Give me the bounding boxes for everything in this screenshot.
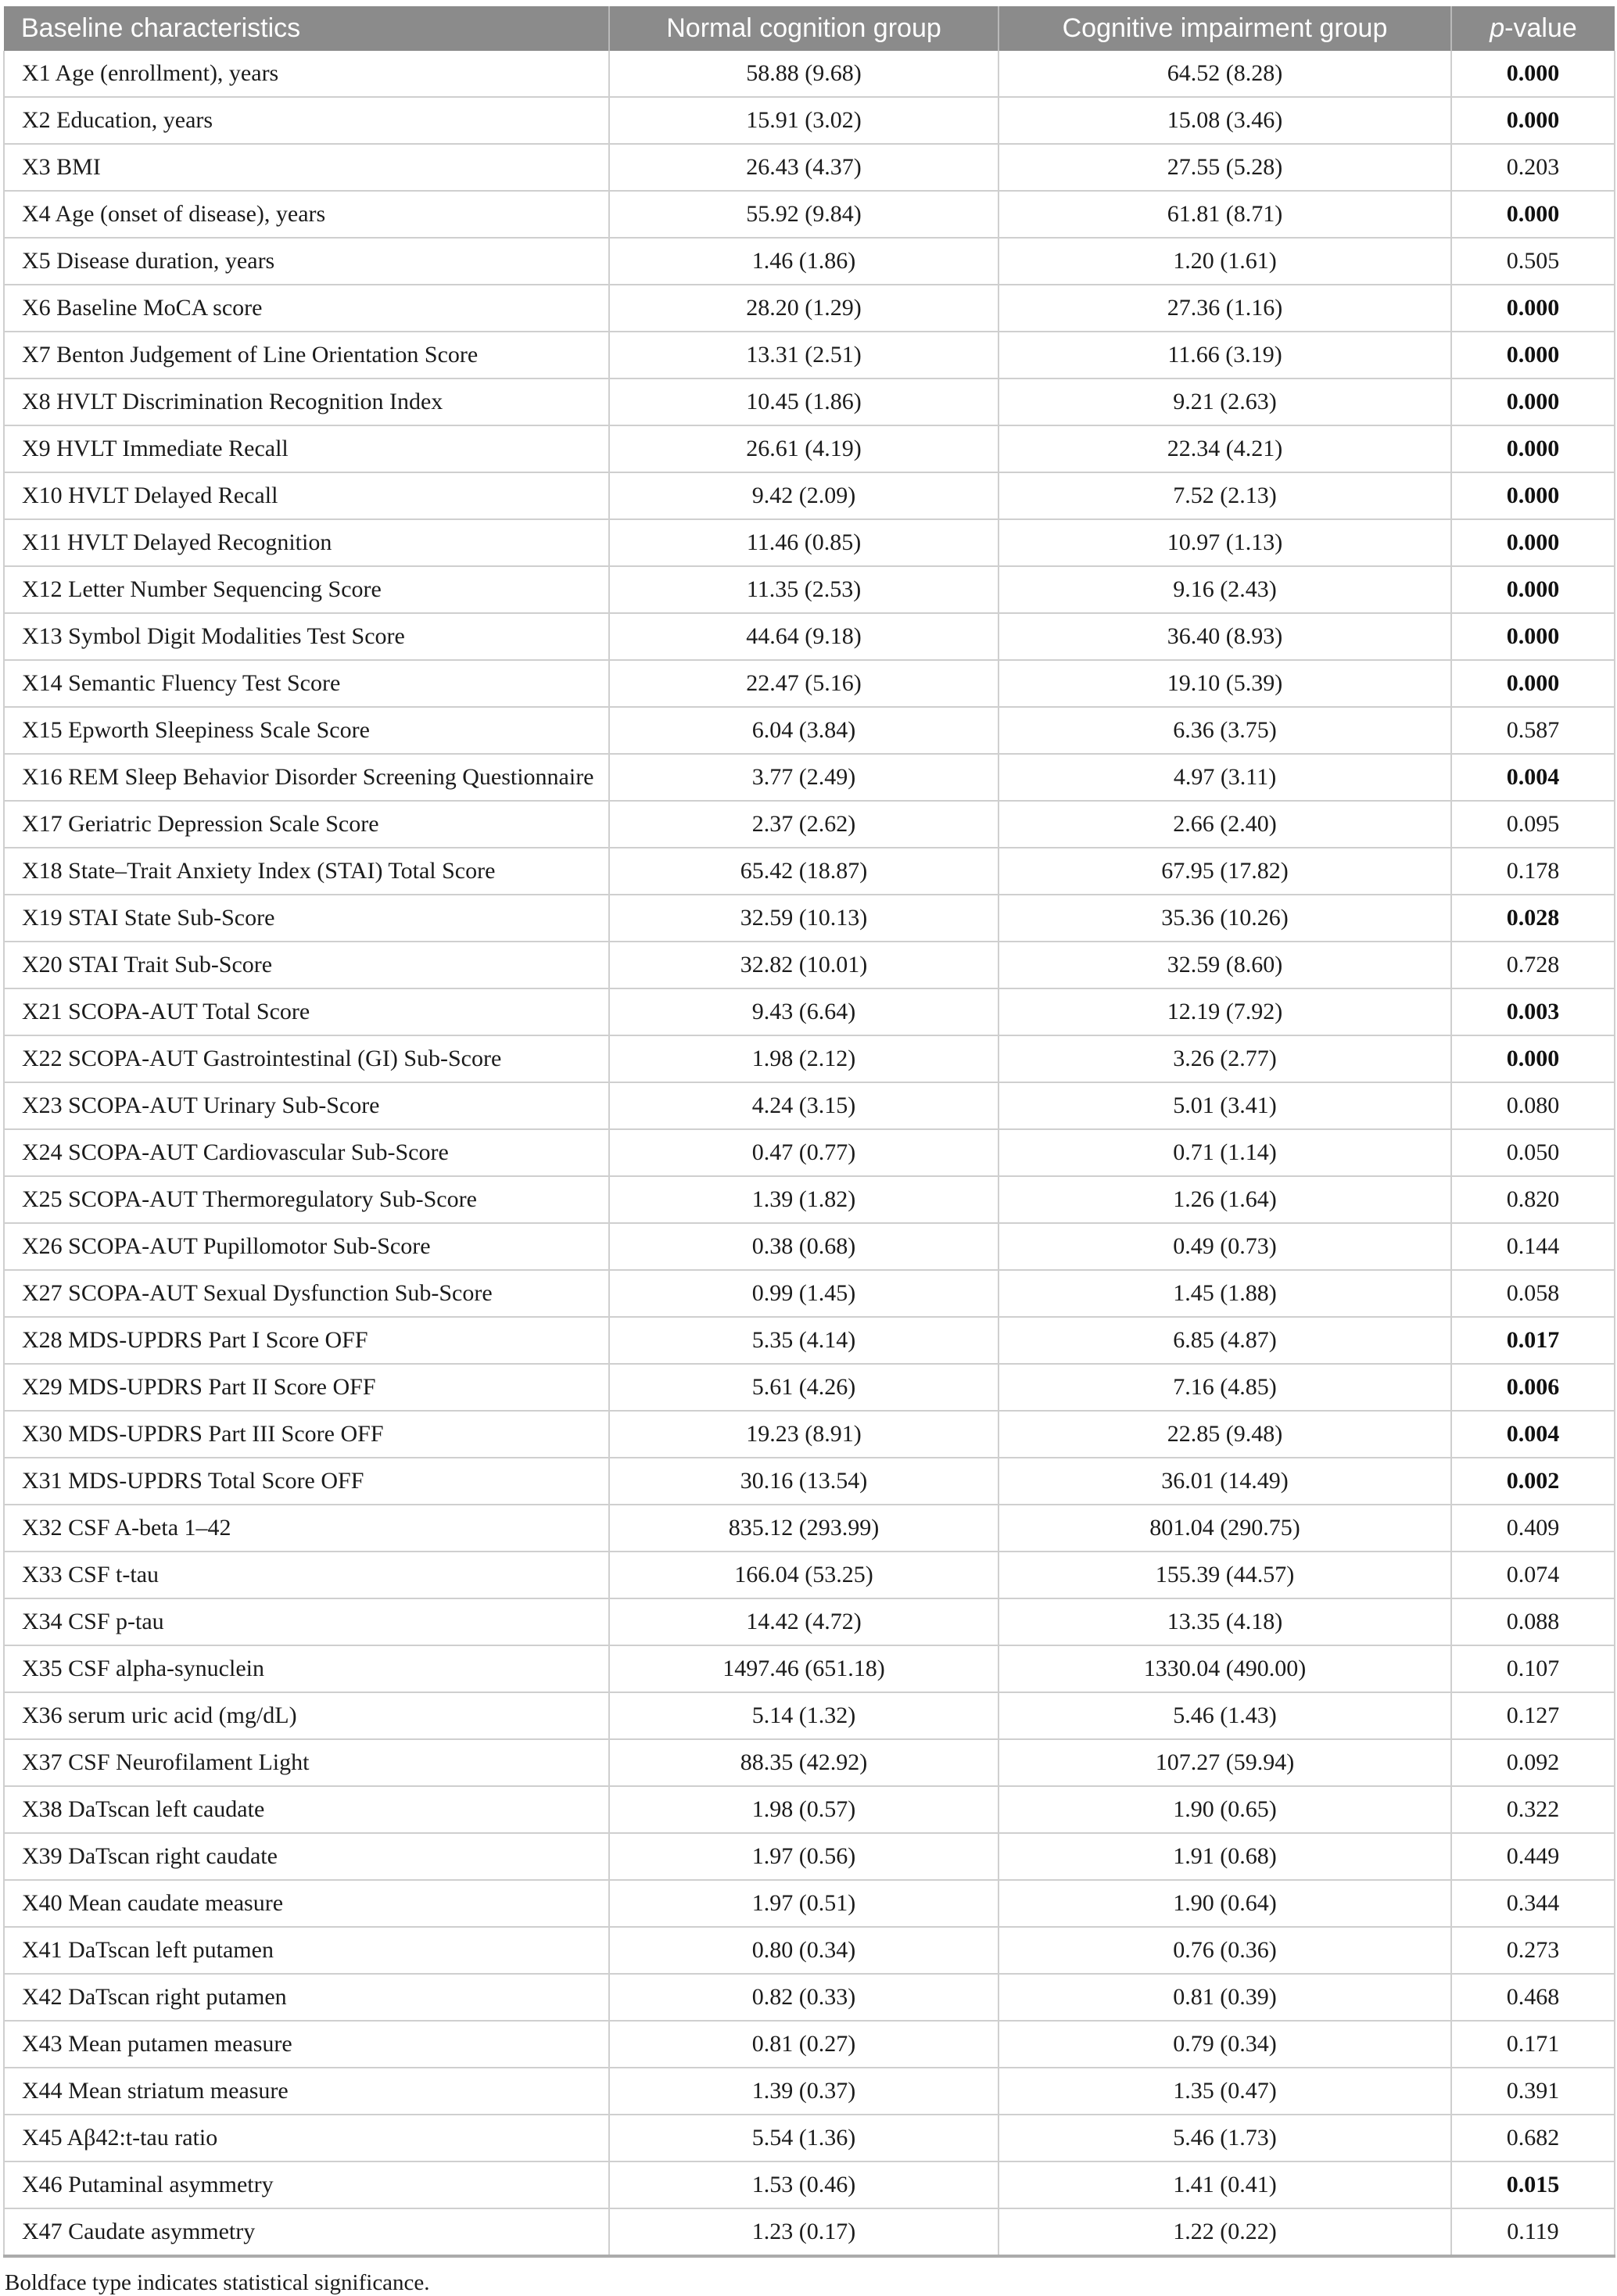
table-header <box>4 6 1615 51</box>
cell-baseline-characteristic: X29 MDS-UPDRS Part II Score OFF <box>4 1364 609 1411</box>
cell-normal-cognition-value: 6.04 (3.84) <box>609 707 999 754</box>
table-row <box>4 97 1615 144</box>
cell-cognitive-impairment-value: 155.39 (44.57) <box>999 1552 1451 1598</box>
table-row <box>4 707 1615 754</box>
cell-p-value: 0.000 <box>1451 191 1615 238</box>
table-row <box>4 895 1615 942</box>
cell-p-value: 0.682 <box>1451 2115 1615 2161</box>
cell-cognitive-impairment-value: 9.21 (2.63) <box>999 378 1451 425</box>
column-header-baseline-characteristics: Baseline characteristics <box>4 6 609 51</box>
cell-baseline-characteristic: X34 CSF p-tau <box>4 1598 609 1645</box>
cell-cognitive-impairment-value: 61.81 (8.71) <box>999 191 1451 238</box>
cell-p-value: 0.203 <box>1451 144 1615 191</box>
cell-baseline-characteristic: X41 DaTscan left putamen <box>4 1927 609 1974</box>
cell-cognitive-impairment-value: 1.26 (1.64) <box>999 1176 1451 1223</box>
cell-normal-cognition-value: 32.82 (10.01) <box>609 942 999 988</box>
cell-p-value: 0.080 <box>1451 1082 1615 1129</box>
cell-cognitive-impairment-value: 0.76 (0.36) <box>999 1927 1451 1974</box>
cell-baseline-characteristic: X2 Education, years <box>4 97 609 144</box>
cell-baseline-characteristic: X35 CSF alpha-synuclein <box>4 1645 609 1692</box>
cell-cognitive-impairment-value: 107.27 (59.94) <box>999 1739 1451 1786</box>
cell-baseline-characteristic: X16 REM Sleep Behavior Disorder Screening Questionnaire <box>4 754 609 801</box>
cell-baseline-characteristic: X45 Aβ42:t-tau ratio <box>4 2115 609 2161</box>
cell-p-value: 0.171 <box>1451 2021 1615 2068</box>
cell-normal-cognition-value: 9.42 (2.09) <box>609 472 999 519</box>
cell-baseline-characteristic: X30 MDS-UPDRS Part III Score OFF <box>4 1411 609 1458</box>
cell-p-value: 0.000 <box>1451 332 1615 378</box>
column-header-p-value <box>1451 6 1615 51</box>
cell-p-value: 0.000 <box>1451 425 1615 472</box>
cell-cognitive-impairment-value: 3.26 (2.77) <box>999 1035 1451 1082</box>
table-row <box>4 1082 1615 1129</box>
cell-p-value: 0.003 <box>1451 988 1615 1035</box>
cell-p-value: 0.820 <box>1451 1176 1615 1223</box>
cell-cognitive-impairment-value: 4.97 (3.11) <box>999 754 1451 801</box>
table-row <box>4 1411 1615 1458</box>
cell-p-value: 0.344 <box>1451 1880 1615 1927</box>
cell-p-value: 0.587 <box>1451 707 1615 754</box>
cell-normal-cognition-value: 58.88 (9.68) <box>609 51 999 97</box>
cell-baseline-characteristic: X21 SCOPA-AUT Total Score <box>4 988 609 1035</box>
cell-baseline-characteristic: X12 Letter Number Sequencing Score <box>4 566 609 613</box>
cell-normal-cognition-value: 0.38 (0.68) <box>609 1223 999 1270</box>
cell-normal-cognition-value: 1.39 (1.82) <box>609 1176 999 1223</box>
cell-baseline-characteristic: X40 Mean caudate measure <box>4 1880 609 1927</box>
cell-normal-cognition-value: 0.81 (0.27) <box>609 2021 999 2068</box>
table-row <box>4 144 1615 191</box>
cell-p-value: 0.119 <box>1451 2208 1615 2256</box>
cell-baseline-characteristic: X4 Age (onset of disease), years <box>4 191 609 238</box>
cell-p-value: 0.058 <box>1451 1270 1615 1317</box>
cell-cognitive-impairment-value: 10.97 (1.13) <box>999 519 1451 566</box>
cell-baseline-characteristic: X20 STAI Trait Sub-Score <box>4 942 609 988</box>
cell-p-value: 0.000 <box>1451 613 1615 660</box>
cell-p-value: 0.409 <box>1451 1505 1615 1552</box>
cell-p-value: 0.000 <box>1451 51 1615 97</box>
cell-baseline-characteristic: X15 Epworth Sleepiness Scale Score <box>4 707 609 754</box>
cell-cognitive-impairment-value: 15.08 (3.46) <box>999 97 1451 144</box>
cell-normal-cognition-value: 0.47 (0.77) <box>609 1129 999 1176</box>
table-row <box>4 942 1615 988</box>
paper-table-figure <box>0 6 1617 2295</box>
cell-normal-cognition-value: 1497.46 (651.18) <box>609 1645 999 1692</box>
cell-baseline-characteristic: X33 CSF t-tau <box>4 1552 609 1598</box>
cell-p-value: 0.095 <box>1451 801 1615 848</box>
cell-p-value: 0.505 <box>1451 238 1615 285</box>
table-row <box>4 2161 1615 2208</box>
cell-cognitive-impairment-value: 1.20 (1.61) <box>999 238 1451 285</box>
cell-normal-cognition-value: 14.42 (4.72) <box>609 1598 999 1645</box>
cell-cognitive-impairment-value: 35.36 (10.26) <box>999 895 1451 942</box>
cell-normal-cognition-value: 26.61 (4.19) <box>609 425 999 472</box>
cell-baseline-characteristic: X1 Age (enrollment), years <box>4 51 609 97</box>
cell-baseline-characteristic: X38 DaTscan left caudate <box>4 1786 609 1833</box>
table-row <box>4 1364 1615 1411</box>
cell-p-value: 0.000 <box>1451 472 1615 519</box>
cell-cognitive-impairment-value: 27.55 (5.28) <box>999 144 1451 191</box>
cell-p-value: 0.000 <box>1451 97 1615 144</box>
cell-p-value: 0.391 <box>1451 2068 1615 2115</box>
cell-normal-cognition-value: 10.45 (1.86) <box>609 378 999 425</box>
cell-normal-cognition-value: 1.39 (0.37) <box>609 2068 999 2115</box>
cell-normal-cognition-value: 1.97 (0.51) <box>609 1880 999 1927</box>
cell-normal-cognition-value: 13.31 (2.51) <box>609 332 999 378</box>
cell-cognitive-impairment-value: 1.41 (0.41) <box>999 2161 1451 2208</box>
cell-cognitive-impairment-value: 5.46 (1.43) <box>999 1692 1451 1739</box>
cell-cognitive-impairment-value: 32.59 (8.60) <box>999 942 1451 988</box>
cell-normal-cognition-value: 4.24 (3.15) <box>609 1082 999 1129</box>
cell-p-value: 0.449 <box>1451 1833 1615 1880</box>
cell-normal-cognition-value: 1.97 (0.56) <box>609 1833 999 1880</box>
cell-cognitive-impairment-value: 7.52 (2.13) <box>999 472 1451 519</box>
cell-baseline-characteristic: X18 State–Trait Anxiety Index (STAI) Total Score <box>4 848 609 895</box>
cell-normal-cognition-value: 26.43 (4.37) <box>609 144 999 191</box>
table-row <box>4 848 1615 895</box>
cell-cognitive-impairment-value: 36.40 (8.93) <box>999 613 1451 660</box>
table-row <box>4 519 1615 566</box>
table-row <box>4 191 1615 238</box>
cell-normal-cognition-value: 44.64 (9.18) <box>609 613 999 660</box>
cell-cognitive-impairment-value: 9.16 (2.43) <box>999 566 1451 613</box>
cell-normal-cognition-value: 22.47 (5.16) <box>609 660 999 707</box>
cell-p-value: 0.004 <box>1451 754 1615 801</box>
cell-p-value: 0.000 <box>1451 660 1615 707</box>
cell-baseline-characteristic: X24 SCOPA-AUT Cardiovascular Sub-Score <box>4 1129 609 1176</box>
cell-normal-cognition-value: 5.54 (1.36) <box>609 2115 999 2161</box>
cell-cognitive-impairment-value: 0.49 (0.73) <box>999 1223 1451 1270</box>
cell-baseline-characteristic: X7 Benton Judgement of Line Orientation Score <box>4 332 609 378</box>
table-row <box>4 1739 1615 1786</box>
cell-p-value: 0.107 <box>1451 1645 1615 1692</box>
table-body <box>4 51 1615 2256</box>
cell-baseline-characteristic: X25 SCOPA-AUT Thermoregulatory Sub-Score <box>4 1176 609 1223</box>
cell-baseline-characteristic: X23 SCOPA-AUT Urinary Sub-Score <box>4 1082 609 1129</box>
cell-baseline-characteristic: X46 Putaminal asymmetry <box>4 2161 609 2208</box>
cell-baseline-characteristic: X39 DaTscan right caudate <box>4 1833 609 1880</box>
table-row <box>4 1833 1615 1880</box>
table-row <box>4 1552 1615 1598</box>
cell-cognitive-impairment-value: 0.79 (0.34) <box>999 2021 1451 2068</box>
cell-normal-cognition-value: 32.59 (10.13) <box>609 895 999 942</box>
cell-normal-cognition-value: 2.37 (2.62) <box>609 801 999 848</box>
cell-normal-cognition-value: 0.99 (1.45) <box>609 1270 999 1317</box>
cell-baseline-characteristic: X36 serum uric acid (mg/dL) <box>4 1692 609 1739</box>
cell-baseline-characteristic: X9 HVLT Immediate Recall <box>4 425 609 472</box>
cell-cognitive-impairment-value: 1.35 (0.47) <box>999 2068 1451 2115</box>
table-row <box>4 988 1615 1035</box>
cell-cognitive-impairment-value: 6.36 (3.75) <box>999 707 1451 754</box>
cell-cognitive-impairment-value: 7.16 (4.85) <box>999 1364 1451 1411</box>
cell-normal-cognition-value: 11.35 (2.53) <box>609 566 999 613</box>
cell-cognitive-impairment-value: 67.95 (17.82) <box>999 848 1451 895</box>
cell-normal-cognition-value: 11.46 (0.85) <box>609 519 999 566</box>
table-row <box>4 378 1615 425</box>
table-row <box>4 1880 1615 1927</box>
cell-baseline-characteristic: X11 HVLT Delayed Recognition <box>4 519 609 566</box>
cell-normal-cognition-value: 1.98 (2.12) <box>609 1035 999 1082</box>
cell-normal-cognition-value: 3.77 (2.49) <box>609 754 999 801</box>
cell-baseline-characteristic: X19 STAI State Sub-Score <box>4 895 609 942</box>
cell-baseline-characteristic: X5 Disease duration, years <box>4 238 609 285</box>
cell-normal-cognition-value: 1.53 (0.46) <box>609 2161 999 2208</box>
table-row <box>4 1223 1615 1270</box>
cell-p-value: 0.000 <box>1451 1035 1615 1082</box>
cell-p-value: 0.178 <box>1451 848 1615 895</box>
cell-p-value: 0.002 <box>1451 1458 1615 1505</box>
cell-baseline-characteristic: X8 HVLT Discrimination Recognition Index <box>4 378 609 425</box>
table-row <box>4 1645 1615 1692</box>
table-row <box>4 51 1615 97</box>
cell-p-value: 0.127 <box>1451 1692 1615 1739</box>
cell-cognitive-impairment-value: 1.90 (0.65) <box>999 1786 1451 1833</box>
cell-normal-cognition-value: 5.35 (4.14) <box>609 1317 999 1364</box>
table-row <box>4 2068 1615 2115</box>
cell-baseline-characteristic: X17 Geriatric Depression Scale Score <box>4 801 609 848</box>
cell-normal-cognition-value: 0.82 (0.33) <box>609 1974 999 2021</box>
table-row <box>4 1035 1615 1082</box>
cell-cognitive-impairment-value: 5.46 (1.73) <box>999 2115 1451 2161</box>
cell-p-value: 0.322 <box>1451 1786 1615 1833</box>
p-value-header-rest: -value <box>1504 13 1577 43</box>
table-footnote: Boldface type indicates statistical significance. <box>5 2270 430 2295</box>
cell-normal-cognition-value: 5.14 (1.32) <box>609 1692 999 1739</box>
cell-cognitive-impairment-value: 22.34 (4.21) <box>999 425 1451 472</box>
table-row <box>4 1129 1615 1176</box>
cell-baseline-characteristic: X10 HVLT Delayed Recall <box>4 472 609 519</box>
cell-baseline-characteristic: X3 BMI <box>4 144 609 191</box>
cell-p-value: 0.000 <box>1451 285 1615 332</box>
table-row <box>4 2115 1615 2161</box>
table-row <box>4 801 1615 848</box>
cell-cognitive-impairment-value: 801.04 (290.75) <box>999 1505 1451 1552</box>
cell-baseline-characteristic: X44 Mean striatum measure <box>4 2068 609 2115</box>
cell-normal-cognition-value: 1.46 (1.86) <box>609 238 999 285</box>
table-row <box>4 1505 1615 1552</box>
cell-normal-cognition-value: 835.12 (293.99) <box>609 1505 999 1552</box>
cell-p-value: 0.468 <box>1451 1974 1615 2021</box>
cell-baseline-characteristic: X6 Baseline MoCA score <box>4 285 609 332</box>
table-row <box>4 754 1615 801</box>
cell-p-value: 0.273 <box>1451 1927 1615 1974</box>
cell-normal-cognition-value: 30.16 (13.54) <box>609 1458 999 1505</box>
table-row <box>4 238 1615 285</box>
table-row <box>4 1458 1615 1505</box>
cell-baseline-characteristic: X26 SCOPA-AUT Pupillomotor Sub-Score <box>4 1223 609 1270</box>
cell-baseline-characteristic: X27 SCOPA-AUT Sexual Dysfunction Sub-Score <box>4 1270 609 1317</box>
cell-baseline-characteristic: X14 Semantic Fluency Test Score <box>4 660 609 707</box>
table-row <box>4 1317 1615 1364</box>
cell-normal-cognition-value: 0.80 (0.34) <box>609 1927 999 1974</box>
cell-p-value: 0.028 <box>1451 895 1615 942</box>
table-row <box>4 472 1615 519</box>
cell-cognitive-impairment-value: 5.01 (3.41) <box>999 1082 1451 1129</box>
cell-p-value: 0.015 <box>1451 2161 1615 2208</box>
table-row <box>4 613 1615 660</box>
cell-cognitive-impairment-value: 1.22 (0.22) <box>999 2208 1451 2256</box>
cell-p-value: 0.728 <box>1451 942 1615 988</box>
cell-p-value: 0.144 <box>1451 1223 1615 1270</box>
table-row <box>4 2208 1615 2256</box>
p-value-header-italic-p: p <box>1490 13 1505 43</box>
cell-p-value: 0.017 <box>1451 1317 1615 1364</box>
table-row <box>4 566 1615 613</box>
cell-p-value: 0.006 <box>1451 1364 1615 1411</box>
table-row <box>4 1270 1615 1317</box>
cell-cognitive-impairment-value: 1330.04 (490.00) <box>999 1645 1451 1692</box>
cell-cognitive-impairment-value: 22.85 (9.48) <box>999 1411 1451 1458</box>
cell-normal-cognition-value: 9.43 (6.64) <box>609 988 999 1035</box>
cell-cognitive-impairment-value: 2.66 (2.40) <box>999 801 1451 848</box>
cell-baseline-characteristic: X22 SCOPA-AUT Gastrointestinal (GI) Sub-Score <box>4 1035 609 1082</box>
table-row <box>4 425 1615 472</box>
cell-p-value: 0.088 <box>1451 1598 1615 1645</box>
cell-baseline-characteristic: X32 CSF A-beta 1–42 <box>4 1505 609 1552</box>
table-row <box>4 285 1615 332</box>
cell-p-value: 0.004 <box>1451 1411 1615 1458</box>
cell-cognitive-impairment-value: 1.45 (1.88) <box>999 1270 1451 1317</box>
cell-baseline-characteristic: X42 DaTscan right putamen <box>4 1974 609 2021</box>
cell-cognitive-impairment-value: 27.36 (1.16) <box>999 285 1451 332</box>
column-header-normal-cognition-group: Normal cognition group <box>609 6 999 51</box>
cell-p-value: 0.000 <box>1451 378 1615 425</box>
cell-cognitive-impairment-value: 6.85 (4.87) <box>999 1317 1451 1364</box>
cell-baseline-characteristic: X47 Caudate asymmetry <box>4 2208 609 2256</box>
cell-cognitive-impairment-value: 19.10 (5.39) <box>999 660 1451 707</box>
cell-baseline-characteristic: X28 MDS-UPDRS Part I Score OFF <box>4 1317 609 1364</box>
cell-normal-cognition-value: 15.91 (3.02) <box>609 97 999 144</box>
table-row <box>4 2021 1615 2068</box>
cell-normal-cognition-value: 65.42 (18.87) <box>609 848 999 895</box>
cell-normal-cognition-value: 55.92 (9.84) <box>609 191 999 238</box>
cell-baseline-characteristic: X43 Mean putamen measure <box>4 2021 609 2068</box>
cell-baseline-characteristic: X37 CSF Neurofilament Light <box>4 1739 609 1786</box>
table-row <box>4 1598 1615 1645</box>
table-row <box>4 660 1615 707</box>
header-row <box>4 6 1615 51</box>
column-header-cognitive-impairment-group: Cognitive impairment group <box>999 6 1451 51</box>
cell-normal-cognition-value: 19.23 (8.91) <box>609 1411 999 1458</box>
cell-cognitive-impairment-value: 64.52 (8.28) <box>999 51 1451 97</box>
cell-cognitive-impairment-value: 1.91 (0.68) <box>999 1833 1451 1880</box>
cell-normal-cognition-value: 28.20 (1.29) <box>609 285 999 332</box>
table-row <box>4 332 1615 378</box>
cell-cognitive-impairment-value: 0.81 (0.39) <box>999 1974 1451 2021</box>
table-row <box>4 1927 1615 1974</box>
cell-normal-cognition-value: 5.61 (4.26) <box>609 1364 999 1411</box>
cell-p-value: 0.000 <box>1451 566 1615 613</box>
baseline-characteristics-table <box>3 6 1615 2258</box>
cell-p-value: 0.050 <box>1451 1129 1615 1176</box>
cell-normal-cognition-value: 166.04 (53.25) <box>609 1552 999 1598</box>
cell-normal-cognition-value: 1.23 (0.17) <box>609 2208 999 2256</box>
cell-cognitive-impairment-value: 11.66 (3.19) <box>999 332 1451 378</box>
table-row <box>4 1176 1615 1223</box>
cell-p-value: 0.074 <box>1451 1552 1615 1598</box>
cell-cognitive-impairment-value: 36.01 (14.49) <box>999 1458 1451 1505</box>
table-row <box>4 1786 1615 1833</box>
cell-cognitive-impairment-value: 1.90 (0.64) <box>999 1880 1451 1927</box>
table-row <box>4 1692 1615 1739</box>
table-row <box>4 1974 1615 2021</box>
cell-p-value: 0.092 <box>1451 1739 1615 1786</box>
cell-cognitive-impairment-value: 12.19 (7.92) <box>999 988 1451 1035</box>
cell-normal-cognition-value: 1.98 (0.57) <box>609 1786 999 1833</box>
cell-cognitive-impairment-value: 0.71 (1.14) <box>999 1129 1451 1176</box>
cell-baseline-characteristic: X31 MDS-UPDRS Total Score OFF <box>4 1458 609 1505</box>
cell-normal-cognition-value: 88.35 (42.92) <box>609 1739 999 1786</box>
cell-p-value: 0.000 <box>1451 519 1615 566</box>
cell-cognitive-impairment-value: 13.35 (4.18) <box>999 1598 1451 1645</box>
cell-baseline-characteristic: X13 Symbol Digit Modalities Test Score <box>4 613 609 660</box>
